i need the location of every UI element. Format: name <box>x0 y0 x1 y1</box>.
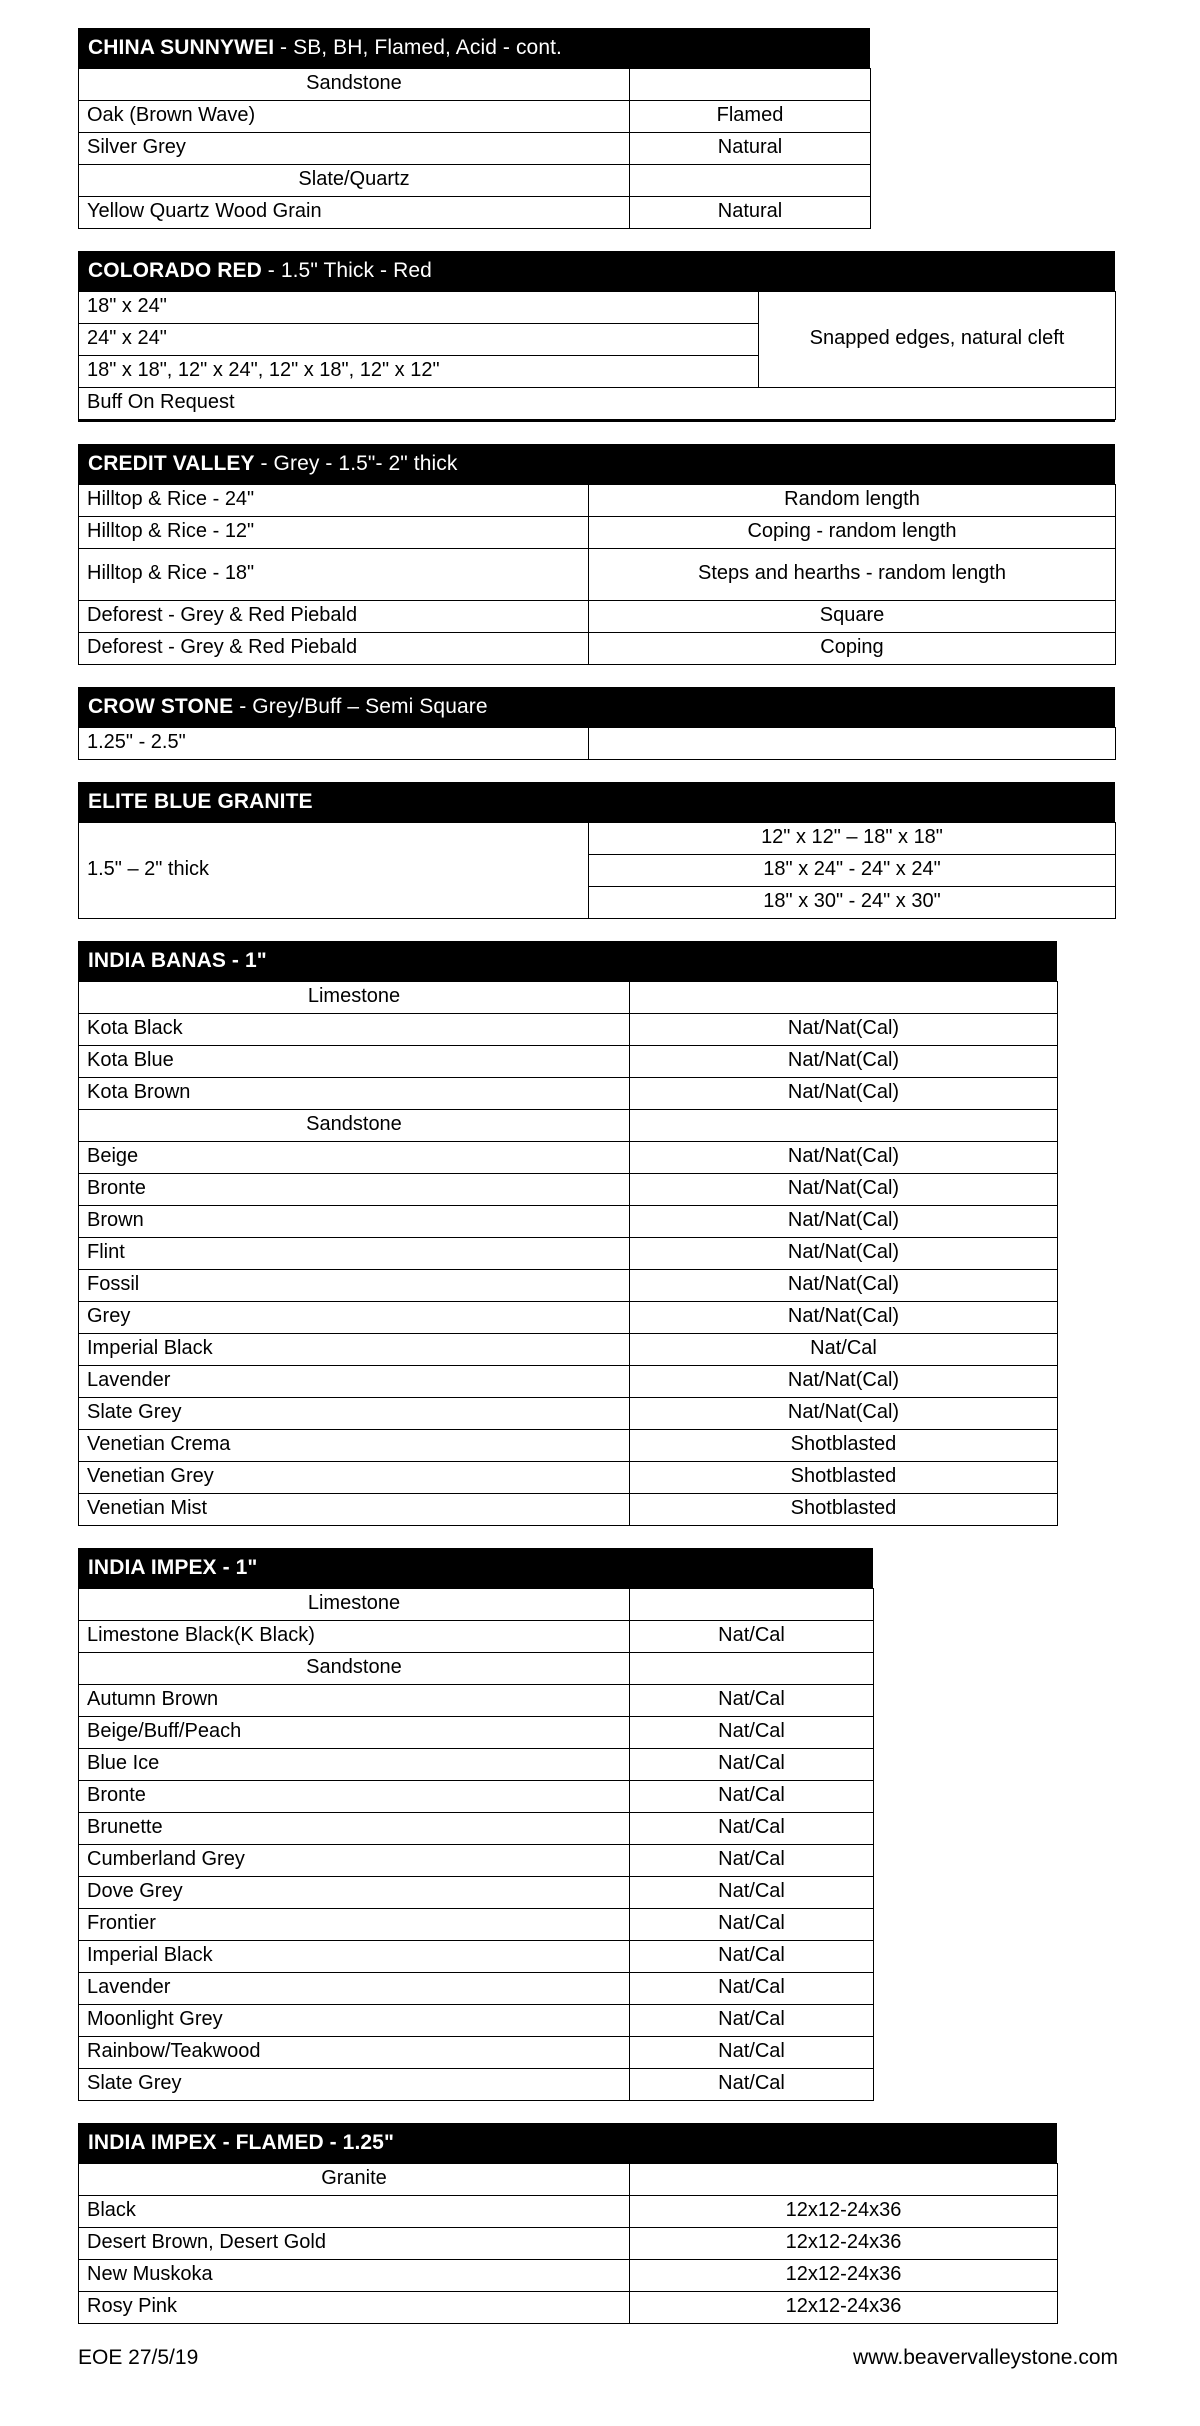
table-subheader-row <box>79 69 871 101</box>
table-crow-stone <box>78 727 1116 760</box>
cell-finish <box>630 69 871 101</box>
cell-finish <box>630 165 871 197</box>
cell-finish <box>630 1110 1058 1142</box>
table-row <box>79 1238 1058 1270</box>
table-elite-blue-granite <box>78 822 1116 919</box>
cell-product-name: Cumberland Grey <box>79 1845 630 1877</box>
cell-finish: Nat/Cal <box>630 1941 874 1973</box>
cell-product-name: Brunette <box>79 1813 630 1845</box>
cell-product-name: Rainbow/Teakwood <box>79 2037 630 2069</box>
table-row <box>79 549 1116 601</box>
cell-finish: Nat/Cal <box>630 1845 874 1877</box>
cell-product-name: Frontier <box>79 1909 630 1941</box>
cell-finish <box>630 982 1058 1014</box>
cell-finish <box>589 728 1116 760</box>
table-row <box>79 1398 1058 1430</box>
cell-product-name: Black <box>79 2196 630 2228</box>
table-row <box>79 1877 874 1909</box>
cell-product-name: Imperial Black <box>79 1334 630 1366</box>
cell-product-name: Lavender <box>79 1973 630 2005</box>
section-colorado-red <box>78 251 1200 422</box>
section-title-bold: CROW STONE <box>88 695 234 718</box>
table-row <box>79 1334 1058 1366</box>
table-india-impex <box>78 1588 874 2101</box>
section-header-credit-valley <box>78 444 1115 484</box>
cell-finish: Nat/Nat(Cal) <box>630 1302 1058 1334</box>
cell-size: 18" x 24" <box>79 292 759 324</box>
cell-finish: Nat/Cal <box>630 1717 874 1749</box>
cell-size: 12" x 12" – 18" x 18" <box>589 823 1116 855</box>
cell-finish: Nat/Cal <box>630 1621 874 1653</box>
cell-finish: Random length <box>589 485 1116 517</box>
cell-finish: Nat/Nat(Cal) <box>630 1238 1058 1270</box>
cell-finish: Flamed <box>630 101 871 133</box>
cell-product-name: Brown <box>79 1206 630 1238</box>
cell-product-name: Hilltop & Rice - 18" <box>79 549 589 601</box>
cell-finish: Nat/Cal <box>630 2037 874 2069</box>
cell-finish: Natural <box>630 197 871 229</box>
section-india-impex <box>78 1548 1200 2101</box>
table-credit-valley <box>78 484 1116 665</box>
cell-product-name: Bronte <box>79 1174 630 1206</box>
table-row <box>79 1174 1058 1206</box>
section-title-detail: - 1.5" Thick - Red <box>261 259 432 282</box>
table-china-sunnywei <box>78 68 871 229</box>
section-title-bold: INDIA BANAS - 1" <box>88 949 267 972</box>
section-crow-stone <box>78 687 1200 760</box>
cell-product-name: Oak (Brown Wave) <box>79 101 630 133</box>
section-india-banas <box>78 941 1200 1526</box>
footer-website-url: www.beavervalleystone.com <box>853 2346 1118 2369</box>
page-footer <box>78 2346 1122 2370</box>
cell-finish: Nat/Cal <box>630 1749 874 1781</box>
cell-finish <box>630 1653 874 1685</box>
footer-eoe-text: EOE 27/5/19 <box>78 2346 199 2369</box>
cell-product-name: Kota Brown <box>79 1078 630 1110</box>
table-india-impex-flamed <box>78 2163 1058 2324</box>
section-bottom-rule <box>78 420 1115 422</box>
table-row <box>79 197 871 229</box>
table-row <box>79 1494 1058 1526</box>
section-title-detail: - SB, BH, Flamed, Acid - cont. <box>274 36 562 59</box>
cell-product-name: Fossil <box>79 1270 630 1302</box>
cell-product-name: Lavender <box>79 1366 630 1398</box>
table-row <box>79 2228 1058 2260</box>
table-row <box>79 1973 874 2005</box>
cell-material-group: Sandstone <box>79 1110 630 1142</box>
table-subheader-row <box>79 2164 1058 2196</box>
cell-product-name: Slate Grey <box>79 2069 630 2101</box>
table-row <box>79 1717 874 1749</box>
cell-product-name: Slate Grey <box>79 1398 630 1430</box>
table-row <box>79 601 1116 633</box>
cell-finish: Nat/Nat(Cal) <box>630 1206 1058 1238</box>
table-row <box>79 1845 874 1877</box>
cell-product-name: Desert Brown, Desert Gold <box>79 2228 630 2260</box>
cell-product-name: Bronte <box>79 1781 630 1813</box>
cell-product-name: Hilltop & Rice - 12" <box>79 517 589 549</box>
cell-finish: Shotblasted <box>630 1462 1058 1494</box>
section-title-bold: INDIA IMPEX - FLAMED - 1.25" <box>88 2131 395 2154</box>
cell-finish-note: Snapped edges, natural cleft <box>759 292 1116 388</box>
table-row <box>79 1302 1058 1334</box>
cell-thickness: 1.5" – 2" thick <box>79 823 589 919</box>
cell-material-group: Slate/Quartz <box>79 165 630 197</box>
cell-product-name: Venetian Crema <box>79 1430 630 1462</box>
table-row <box>79 1206 1058 1238</box>
cell-finish: Nat/Cal <box>630 1877 874 1909</box>
cell-finish <box>630 1589 874 1621</box>
table-subheader-row <box>79 165 871 197</box>
cell-note: Buff On Request <box>79 388 1116 420</box>
cell-finish: Nat/Cal <box>630 2069 874 2101</box>
section-header-elite-blue-granite <box>78 782 1115 822</box>
table-row <box>79 1621 874 1653</box>
cell-finish: 12x12-24x36 <box>630 2260 1058 2292</box>
table-row <box>79 517 1116 549</box>
cell-product-name: Silver Grey <box>79 133 630 165</box>
cell-finish: 12x12-24x36 <box>630 2292 1058 2324</box>
section-india-impex-flamed <box>78 2123 1200 2324</box>
table-subheader-row <box>79 982 1058 1014</box>
table-row <box>79 633 1116 665</box>
cell-finish: 12x12-24x36 <box>630 2196 1058 2228</box>
section-header-crow-stone <box>78 687 1115 727</box>
cell-product-name: Venetian Mist <box>79 1494 630 1526</box>
cell-product-name: New Muskoka <box>79 2260 630 2292</box>
section-elite-blue-granite <box>78 782 1200 919</box>
cell-finish: Nat/Nat(Cal) <box>630 1142 1058 1174</box>
table-row <box>79 485 1116 517</box>
section-header-china-sunnywei <box>78 28 870 68</box>
cell-finish: Nat/Cal <box>630 1781 874 1813</box>
cell-finish: Steps and hearths - random length <box>589 549 1116 601</box>
section-title-bold: ELITE BLUE GRANITE <box>88 790 313 813</box>
section-title-detail: - Grey - 1.5"- 2" thick <box>254 452 458 475</box>
sections-container <box>0 28 1200 2324</box>
table-subheader-row <box>79 1589 874 1621</box>
section-header-india-impex-flamed <box>78 2123 1057 2163</box>
cell-finish: Nat/Nat(Cal) <box>630 1270 1058 1302</box>
table-row <box>79 1813 874 1845</box>
table-row <box>79 1941 874 1973</box>
cell-product-name: Kota Black <box>79 1014 630 1046</box>
cell-product-name: Moonlight Grey <box>79 2005 630 2037</box>
cell-finish: Coping - random length <box>589 517 1116 549</box>
table-row <box>79 2069 874 2101</box>
section-title-bold: COLORADO RED <box>88 259 262 282</box>
table-subheader-row <box>79 1653 874 1685</box>
section-header-colorado-red <box>78 251 1115 291</box>
cell-product-name: Autumn Brown <box>79 1685 630 1717</box>
table-india-banas <box>78 981 1058 1526</box>
table-row <box>79 2037 874 2069</box>
table-row <box>79 1078 1058 1110</box>
cell-material-group: Sandstone <box>79 69 630 101</box>
table-row <box>79 1685 874 1717</box>
cell-product-name: Rosy Pink <box>79 2292 630 2324</box>
cell-product-name: Deforest - Grey & Red Piebald <box>79 601 589 633</box>
section-title-bold: INDIA IMPEX - 1" <box>88 1556 258 1579</box>
cell-finish: Nat/Nat(Cal) <box>630 1174 1058 1206</box>
cell-material-group: Sandstone <box>79 1653 630 1685</box>
cell-finish: Shotblasted <box>630 1494 1058 1526</box>
table-row <box>79 728 1116 760</box>
cell-finish: Square <box>589 601 1116 633</box>
cell-product-name: Yellow Quartz Wood Grain <box>79 197 630 229</box>
cell-material-group: Limestone <box>79 1589 630 1621</box>
cell-size: 24" x 24" <box>79 324 759 356</box>
section-title-detail: - Grey/Buff – Semi Square <box>233 695 488 718</box>
section-china-sunnywei <box>78 28 1200 229</box>
section-title-bold: CREDIT VALLEY <box>88 452 255 475</box>
cell-finish: Nat/Nat(Cal) <box>630 1046 1058 1078</box>
cell-size: 18" x 30" - 24" x 30" <box>589 887 1116 919</box>
cell-finish: Nat/Cal <box>630 1973 874 2005</box>
cell-finish: Nat/Cal <box>630 1334 1058 1366</box>
table-row <box>79 1270 1058 1302</box>
cell-size: 18" x 18", 12" x 24", 12" x 18", 12" x 12" <box>79 356 759 388</box>
cell-finish: Nat/Cal <box>630 1813 874 1845</box>
cell-product-name: Grey <box>79 1302 630 1334</box>
cell-product-name: Hilltop & Rice - 24" <box>79 485 589 517</box>
table-row <box>79 1781 874 1813</box>
cell-finish: Natural <box>630 133 871 165</box>
cell-finish: 12x12-24x36 <box>630 2228 1058 2260</box>
cell-product-name: Dove Grey <box>79 1877 630 1909</box>
table-row <box>79 388 1116 420</box>
cell-material-group: Granite <box>79 2164 630 2196</box>
cell-finish: Nat/Nat(Cal) <box>630 1366 1058 1398</box>
cell-product-name: Imperial Black <box>79 1941 630 1973</box>
table-subheader-row <box>79 1110 1058 1142</box>
cell-product-name: Flint <box>79 1238 630 1270</box>
cell-finish <box>630 2164 1058 2196</box>
table-row <box>79 101 871 133</box>
cell-product-name: Beige <box>79 1142 630 1174</box>
section-title-bold: CHINA SUNNYWEI <box>88 36 275 59</box>
table-row <box>79 1749 874 1781</box>
cell-finish: Nat/Nat(Cal) <box>630 1078 1058 1110</box>
table-row <box>79 2292 1058 2324</box>
cell-material-group: Limestone <box>79 982 630 1014</box>
table-row <box>79 2005 874 2037</box>
cell-finish: Shotblasted <box>630 1430 1058 1462</box>
table-row <box>79 823 1116 855</box>
cell-product-name: Deforest - Grey & Red Piebald <box>79 633 589 665</box>
cell-finish: Nat/Nat(Cal) <box>630 1014 1058 1046</box>
table-row <box>79 1046 1058 1078</box>
cell-product-name: Beige/Buff/Peach <box>79 1717 630 1749</box>
table-row <box>79 2260 1058 2292</box>
cell-product-name: Limestone Black(K Black) <box>79 1621 630 1653</box>
cell-product-name: Blue Ice <box>79 1749 630 1781</box>
cell-product-name: Kota Blue <box>79 1046 630 1078</box>
cell-product-name: 1.25" - 2.5" <box>79 728 589 760</box>
table-row <box>79 1142 1058 1174</box>
table-row <box>79 2196 1058 2228</box>
table-row <box>79 133 871 165</box>
table-colorado-red <box>78 291 1116 420</box>
table-row <box>79 292 1116 324</box>
table-row <box>79 1366 1058 1398</box>
cell-finish: Nat/Nat(Cal) <box>630 1398 1058 1430</box>
cell-finish: Coping <box>589 633 1116 665</box>
cell-finish: Nat/Cal <box>630 1909 874 1941</box>
cell-product-name: Venetian Grey <box>79 1462 630 1494</box>
cell-finish: Nat/Cal <box>630 1685 874 1717</box>
section-header-india-impex <box>78 1548 873 1588</box>
cell-finish: Nat/Cal <box>630 2005 874 2037</box>
cell-size: 18" x 24" - 24" x 24" <box>589 855 1116 887</box>
section-credit-valley <box>78 444 1200 665</box>
table-row <box>79 1462 1058 1494</box>
section-header-india-banas <box>78 941 1057 981</box>
table-row <box>79 1909 874 1941</box>
table-row <box>79 1430 1058 1462</box>
table-row <box>79 1014 1058 1046</box>
